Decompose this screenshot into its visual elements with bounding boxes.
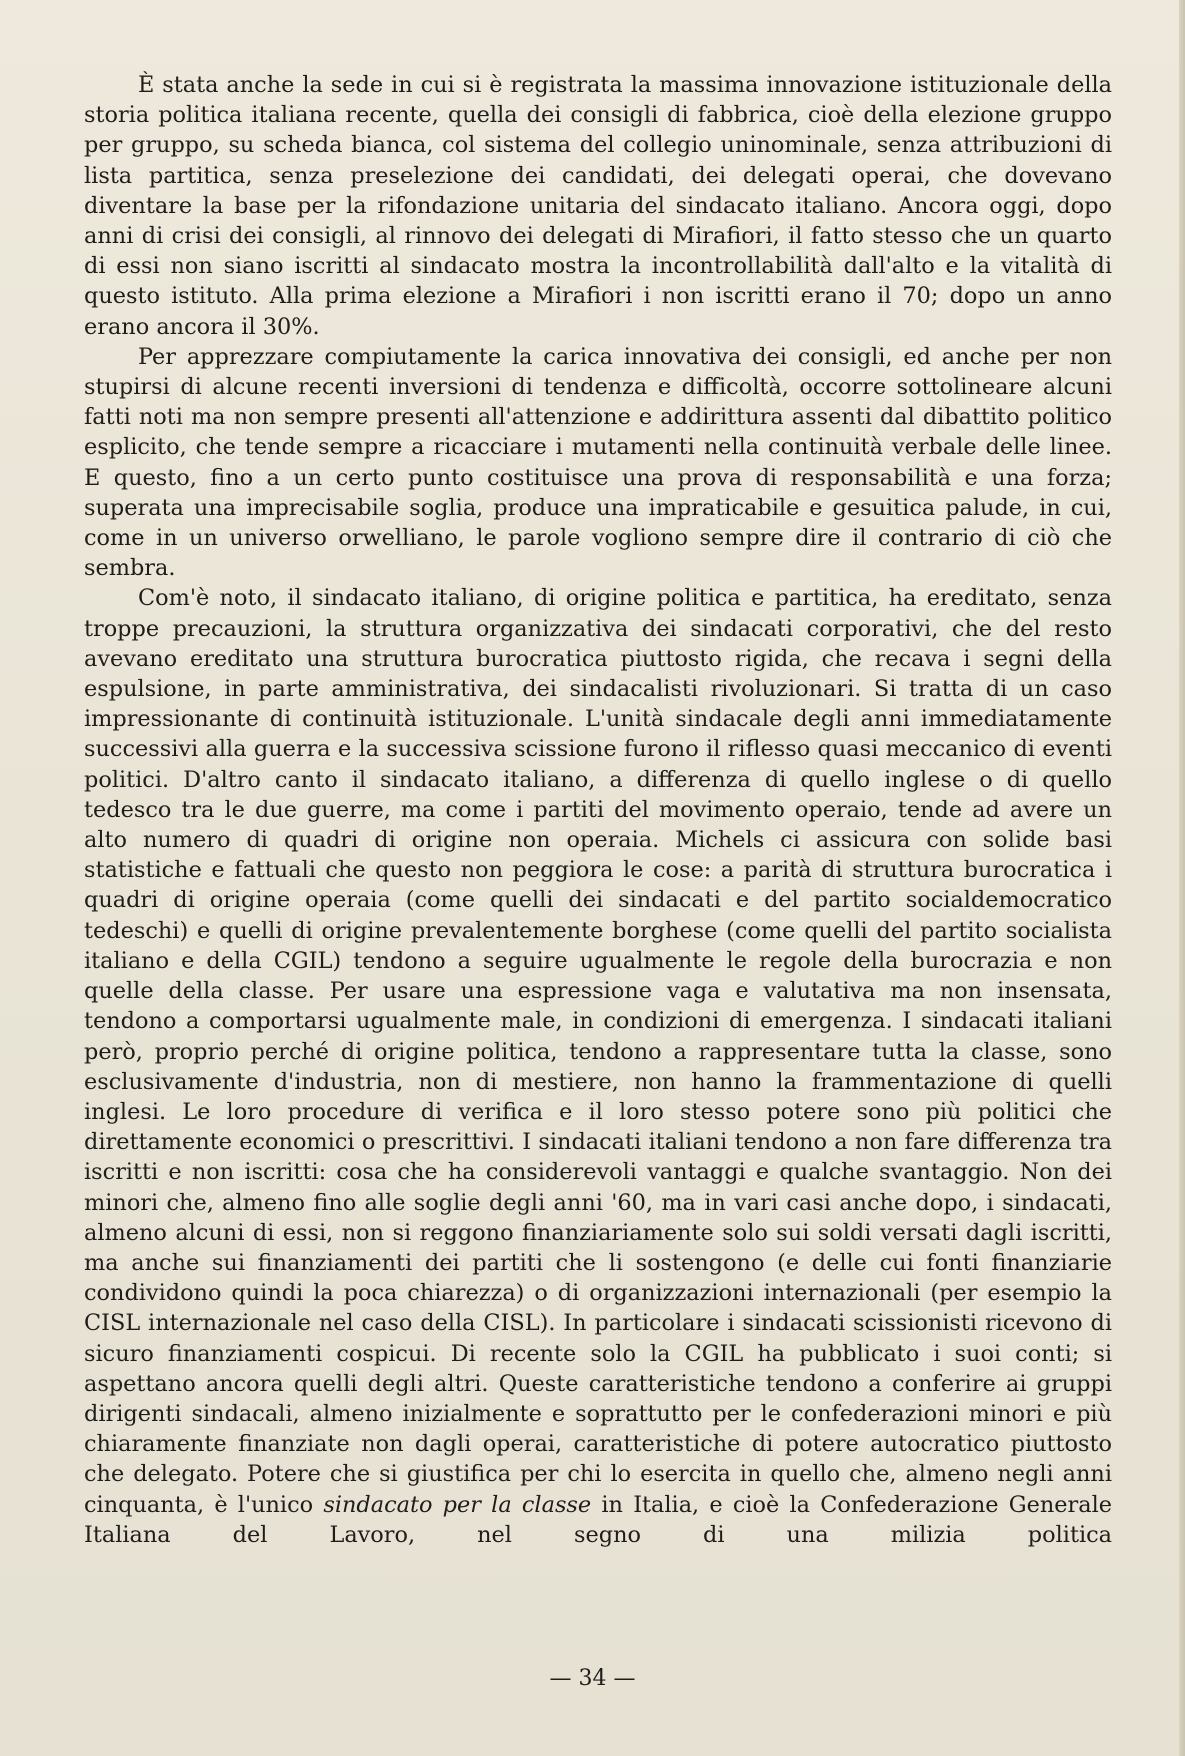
paragraph-1: È stata anche la sede in cui si è registrata la massima innovazione istituzionale della storia politica italiana recente, quella dei consigli di fabbrica, cioè della elezione gruppo per gruppo, su scheda bianca, col sistema del collegio uninominale, senza attribuzioni di lista partitica, senza preselezione dei candidati, dei delegati operai, che dovevano diventare la base per la rifondazione unitaria del sindacato italiano. Ancora oggi, dopo anni di crisi dei consigli, al rinnovo dei delegati di Mirafiori, il fatto stesso che un quarto di essi non siano iscritti al sindacato mostra la incontrollabilità dall'alto e la vitalità di questo istituto. Alla prima elezione a Mirafiori i non iscritti erano il 70; dopo un anno erano ancora il 30%. xyxy=(84,72,1112,340)
paragraph-3-text-end: in Italia, e cioè la Confederazione Generale Italiana del Lavoro, nel segno di una milizia politica xyxy=(84,1491,1113,1548)
paragraph-2: Per apprezzare compiutamente la carica innovativa dei consigli, ed anche per non stupirsi di alcune recenti inversioni di tendenza e difficoltà, occorre sottolineare alcuni fatti noti ma non sempre presenti all'attenzione e addirittura assenti dal dibattito politico esplicito, che tende sempre a ricacciare i mutamenti nella continuità verbale delle linee. E questo, fino a un certo punto costituisce una prova di responsabilità e una forza; superata una imprecisabile soglia, produce una impraticabile e gesuitica palude, in cui, come in un universo orwelliano, le parole vogliono sempre dire il contrario di ciò che sembra. xyxy=(84,343,1112,582)
paragraph-3-text-start: Com'è noto, il sindacato italiano, di origine politica e partitica, ha ereditato, senza troppe precauzioni, la struttura organizzativa dei sindacati corporativi, che del resto avevano ereditato una struttura burocratica piuttosto rigida, che recava i segni della espulsione, in parte amministrativa, dei sindacalisti rivoluzionari. Si tratta di un caso impressionante di continuità istituzionale. L'unità sindacale degli anni immediatamente successivi alla guerra e la successiva scissione furono il riflesso quasi meccanico di eventi politici. D'altro canto il sindacato italiano, a differenza di quello inglese o di quello tedesco tra le due guerre, ma come i partiti del movimento operaio, tende ad avere un alto numero di quadri di origine non operaia. Michels ci assicura con solide basi statistiche e fattuali che questo non peggiora le cose: a parità di struttura burocratica i quadri di origine operaia (come quelli dei sindacati e del partito socialdemocratico tedeschi) e quelli di origine prevalentemente borghese (come quelli del partito socialista italiano e della CGIL) tendono a seguire ugualmente le regole della burocrazia e non quelle della classe. Per usare una espressione vaga e valutativa ma non insensata, tendono a comportarsi ugualmente male, in condizioni di emergenza. I sindacati italiani però, proprio perché di origine politica, tendono a rappresentare tutta la classe, sono esclusivamente d'industria, non di mestiere, non hanno la frammentazione di quelli inglesi. Le loro procedure di verifica e il loro stesso potere sono più politici che direttamente economici o prescrittivi. I sindacati italiani tendono a non fare differenza tra iscritti e non iscritti: cosa che ha considerevoli vantaggi e qualche svantaggio. Non dei minori che, almeno fino alle soglie degli anni '60, ma in vari casi anche dopo, i sindacati, almeno alcuni di essi, non si reggono finanziariamente solo sui soldi versati dagli iscritti, ma anche sui finanziamenti dei partiti che li sostengono (e delle cui fonti finanziarie condividono quindi la poca chiarezza) o di organizzazioni internazionali (per esempio la CISL internazionale nel caso della CISL). In particolare i sindacati scissionisti ricevono di sicuro finanziamenti cospicui. Di recente solo la CGIL ha pubblicato i suoi conti; si aspettano ancora quelli degli altri. Queste caratteristiche tendono a conferire ai gruppi dirigenti sindacali, almeno inizialmente e soprattutto per le confederazioni minori e più chiaramente finanziate non dagli operai, caratteristiche di potere autocratico piuttosto che delegato. Potere che si giustifica per chi lo esercita in quello che, almeno negli anni cinquanta, è l'unico xyxy=(84,585,1112,1518)
body-text xyxy=(84,70,1112,1550)
paragraph-3 xyxy=(84,583,1112,1550)
page-edge-shadow xyxy=(1179,0,1185,1756)
page-number: — 34 — xyxy=(549,1666,636,1691)
italic-phrase: sindacato per la classe xyxy=(323,1491,592,1518)
